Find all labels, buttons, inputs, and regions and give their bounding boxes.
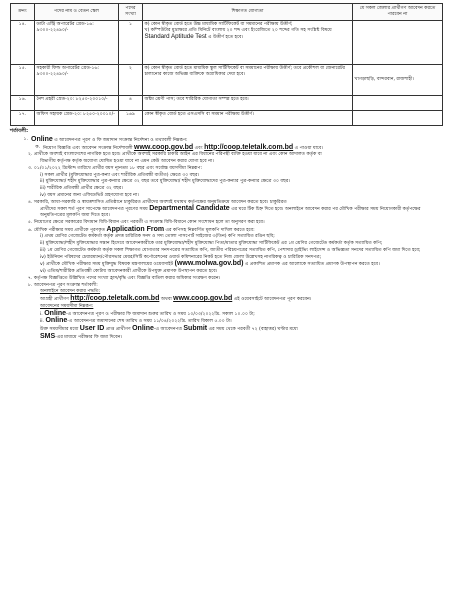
condition-6-iii: iii) ১ম শ্রেণির গেজেটেড কর্মকর্তা কর্তৃক সকল শিক্ষাগত যোগ্যতার সনদপত্রের সত্যায়িত কপি, জাতীয় পরিচয়পত্রের সত্যায়িত কপি, পেশাদার ড্রাইভিং লাইসেন্স ও অভিজ্ঞতা সনদের সত্যায়িত কপি জমা দিতে হবে; (40, 247, 421, 253)
condition-3-ii: ii) মুক্তিযোদ্ধা/ শহীদ মুক্তিযোদ্ধার পুত্র-কন্যার ক্ষেত্রে ৩২ বছর তবে মুক্তিযোদ্ধা/ শহীদ মুক্তিযোদ্ধাদের পুত্র-কন্যার পুত্র-কন্যার ক্ষেত্রে ৩০ বছর। (40, 179, 290, 185)
condition-6-iv: iv) ইউনিয়ন পরিষদের চেয়ারম্যান/পৌরসভার মেয়র/সিটি কর্পোরেশনের ওয়ার্ড কমিশনারের নিকট হতে নিজ জেলা উল্লেখসহ নাগরিকত্ব ও চারিত্রিক সনদপত্র; (40, 254, 322, 260)
condition-6: ৬. মৌখিক পরীক্ষার সময় প্রার্থীকে পূরণকৃত Application From এর কপিসহ নিম্নবর্ণিত মূলকপি দাখিল করতে হবে: (28, 225, 255, 233)
online-label: Online (132, 325, 154, 332)
condition-text: নিয়োগ বিজ্ঞপ্তি এবং আবেদন সংক্রান্ত নির্দেশাবলী (43, 145, 133, 151)
condition-3: ৩. ০১/০১/২০২২ খ্রিস্টাব্দ তারিখে প্রার্থীর বয়স ন্যূনতম ১৮ বছর এবং সর্বোচ্চ বয়সসীমা নিম্নরূপ: (28, 165, 203, 171)
online-label: Online (31, 135, 53, 143)
teletalk-website-link[interactable]: http://coop.teletalk.com.bd (70, 295, 160, 302)
header-qualification: শিক্ষাগত যোগ্যতা (143, 4, 353, 21)
qualification-a: ক) কোন স্বীকৃত বোর্ড হতে উচ্চ মাধ্যমিক সার্টিফিকেট বা সমমানের পরীক্ষায় উত্তীর্ণ; (144, 22, 293, 27)
header-serial: ক্রনং (11, 4, 35, 21)
condition-4-cont: প্রার্থীদের সকল শর্ত পূরণ সাপেক্ষে আবেদনপত্র পূরণের সময় Departmental Candidate এর ঘরে টিক চিহ্ন দিতে হবে। অনলাইনে আবেদন করার পর মৌখিক পরীক্ষার সময় নিয়োগকারী কর্তৃপক্ষের অনুমতিপত্রের মূলকপি জমা দিতে হবে। (40, 205, 421, 218)
qualification-b-end: এ উত্তীর্ণ হতে হবে। (208, 35, 244, 41)
row-post: নৈশ প্রহরী গ্রেড-২০: ৮২৫০-২০০১০/- (35, 96, 119, 111)
condition-3-i: i) সকল প্রার্থীর (মুক্তিযোদ্ধার পুত্র-কন্যা এবং শারীরিক প্রতিবন্ধী ব্যতীত) ক্ষেত্রে ৩০ বছর। (40, 172, 200, 178)
condition-6-ii: ii) মুক্তিযোদ্ধা/শহীদ মুক্তিযোদ্ধার সন্তান হিসেবে আবেদনকারীকে তার মুক্তিযোদ্ধা/শহীদ মুক্তিযোদ্ধা পিতা/মাতার মুক্তিযোদ্ধা সার্টিফিকেট এর ১ম শ্রেণির গেজেটেড কর্মকর্তা কর্তৃক সত্যায়িত কপি; (40, 241, 383, 246)
condition-5: ৫. নিয়োগের ক্ষেত্রে সরকারের বিদ্যমান বিধি-বিধান এবং পরবর্তী এ সংক্রান্ত বিধি-বিধানে কোন সংশোধন হলে তা অনুসরণ করা হবে। (28, 219, 265, 225)
header-post-name: পদের নাম ও বেতন স্কেল (35, 4, 119, 21)
row-qualification: অষ্টম শ্রেণী পাস; তবে শারিরিক যোগ্যতা সম্পন্ন হতে হবে। (143, 96, 353, 111)
condition-1-k (10, 145, 442, 152)
row-qualification (143, 21, 353, 65)
condition-1 (10, 137, 442, 144)
row-districts (353, 96, 443, 111)
condition-6-v: v) প্রার্থীকে মৌখিক পরীক্ষার সময় মুক্তিযুদ্ধ বিষয়ক মন্ত্রণালয়ের ওয়েবসাইট (www.molwa.gov.bd) এ প্রকাশিত প্রমাণক এর আলোকে সত্যায়িত প্রমাণক উপস্থাপন করতে হবে। (40, 260, 380, 268)
condition-2-cont: বিভাগীয় কর্তৃপক্ষ কর্তৃক অযোগ্য ঘোষিত হওয়া যাবে না এমন কেউ আবেদন করার যোগ্য হবে না। (40, 159, 214, 164)
submit-label: Submit (183, 325, 208, 332)
conditions-title: শর্তাবলী: (10, 128, 29, 134)
row-qualification: ক) কোন স্বীকৃত বোর্ড হতে মাধ্যমিক স্কুল সার্টিফিকেট বা সমমানের পরীক্ষায় উত্তীর্ণ; তবে প্রকৌশল বা জেনারেটর চালানোর কাজে অভিজ্ঞ ব্যক্তিকে অগ্রাধিকার দেয়া হবে। (143, 65, 353, 96)
qualification-b-text: খ) কম্পিউটার মুদ্রাক্ষরে প্রতি মিনিটে বাংলায় ২০ শব্দ এবং ইংরেজিতে ২০ শব্দের গতি সহ সংশ্লিষ্ট বিষয়ে (144, 28, 332, 34)
row-post: ডাটা এন্ট্রি অপারেটর গ্রেড-১৬: ৯৩০০-২২৪৯০/- (35, 21, 119, 65)
qualification-b (145, 28, 351, 41)
condition-7: ৭. কর্তৃপক্ষ বিজ্ঞপ্তিতে উল্লিখিত পদের সংখ্যা হ্রাস/বৃদ্ধি এবং বিজ্ঞপ্তি বাতিল করার অধিকার সংরক্ষণ করেন। (28, 275, 221, 281)
posts-table (10, 3, 443, 126)
row-districts (353, 21, 443, 65)
row-districts: খাগড়াছড়ি, বান্দরবান, রাজশাহী। (353, 65, 443, 96)
table-row (11, 111, 443, 126)
condition-8-i: i. Online-এ আবেদনপত্র পূরণ ও পরীক্ষার ফি জমাদান শুরুর তারিখ ও সময় ১০/০৩/২০২২খ্রি. সকাল ১০.০০ টা; (40, 309, 255, 317)
row-count: ১ (119, 21, 143, 65)
table-row (11, 21, 443, 65)
qualification-b-test: Standard Aptitude Test (144, 33, 207, 41)
table-row (11, 65, 443, 96)
row-count: ৪ (119, 96, 143, 111)
row-districts (353, 111, 443, 126)
departmental-candidate-label: Departmental Candidate (149, 205, 230, 213)
online-label: Online (44, 309, 66, 317)
condition-3-iii: iii) শারীরিক প্রতিবন্ধী প্রার্থীর ক্ষেত্রে ৩২ বছর। (40, 186, 123, 191)
coop-website-link[interactable]: www.coop.gov.bd (173, 295, 233, 302)
condition-8-sms: SMS-এর মাধ্যমে পরীক্ষার ফি জমা দিবেন। (40, 332, 123, 340)
application-form-label: Application From (106, 225, 165, 233)
online-label: Online (45, 317, 68, 325)
condition-6-i: i) প্রথম শ্রেণির গেজেটেড কর্মকর্তা কর্তৃক প্রদত্ত চারিত্রিক সনদ ও সদ্য তোলা পাসপোর্ট সাইজের ৩(তিন) কপি সত্যায়িত রঙিন ছবি; (40, 234, 275, 240)
table-row (11, 96, 443, 111)
molwa-website-link[interactable]: (www.molwa.gov.bd) (174, 260, 244, 268)
row-post: অফিস সহায়ক গ্রেড-২০: ৮২৫০-২০০১০/- (35, 111, 119, 126)
row-count: ২ (119, 65, 143, 96)
header-excluded-districts: যে সকল জেলার প্রার্থীগণ আবেদন করতে পারবেন না (353, 4, 443, 21)
condition-8-timeline: আবেদনের সময়সীমা নিম্নরূপ: (40, 303, 94, 309)
coop-website-link[interactable]: www.coop.gov.bd (134, 143, 194, 151)
condition-8: ৮. আবেদনপত্র পূরণ সংক্রান্ত শর্তাবলী: (28, 282, 98, 288)
row-serial: ১৫. (11, 65, 35, 96)
row-serial: ১৭. (11, 111, 35, 126)
row-qualification: কোন স্বীকৃত বোর্ড হতে এসএসসি বা সমমান পরীক্ষায় উত্তীর্ণ। (143, 111, 353, 126)
teletalk-website-link[interactable]: http://coop.teletalk.com.bd (204, 143, 294, 151)
table-header-row (11, 4, 443, 21)
condition-8-method: অনলাইনে আবেদন করার পদ্ধতি: (40, 289, 101, 295)
header-post-count: পদের সংখ্যা (119, 4, 143, 21)
condition-number: ক. (35, 144, 40, 150)
document-page (10, 3, 442, 342)
row-count: ১৬৯ (119, 111, 143, 126)
condition-4: ৪. সরকারি, আধা-সরকারি ও স্বায়ত্তশাসিত প্রতিষ্ঠানে চাকুরিরত প্রার্থীদের অবশ্যই যথাযথ কর্তৃপক্ষের অনুমতিক্রমে আবেদন করতে হবে। চাকুরিরত (28, 199, 287, 205)
condition-8-website: আগ্রহী প্রার্থীগণ http://coop.teletalk.com.bd অথবা www.coop.gov.bd এই ওয়েবসাইটে আবেদনপত্র পূরণ করবেন। (40, 295, 312, 302)
conditions-section (10, 129, 442, 341)
row-post: সহকারী ফিল্ড অপারেটর গ্রেড-১৬: ৯৩০০-২২৪৯০/- (35, 65, 119, 96)
condition-text: এ পাওয়া যাবে। (294, 145, 323, 151)
sms-label: SMS (40, 332, 56, 340)
condition-8-fee: উক্ত সময়সীমার মধ্যে User ID প্রাপ্ত প্রার্থীগণ Online-এ আবেদনপত্র Submit এর সময় থেকে পরবর্তী ৭২ (বাহাত্তর) ঘণ্টার মধ্যে (40, 325, 298, 332)
condition-number: ১. (23, 136, 28, 142)
condition-6-vi: vi) এতিম/শারীরিক প্রতিবন্ধী কোটায় আবেদনকারী প্রার্থীকে উপযুক্ত প্রমাণক উপস্থাপন করতে হবে। (40, 269, 218, 274)
row-serial: ১৬. (11, 96, 35, 111)
user-id-label: User ID (79, 325, 105, 332)
condition-text: এ আবেদনপত্র পূরণ ও ফি জমাদান সংক্রান্ত নির্দেশনা ও তথ্যাবলী নিম্নরূপ: (54, 137, 188, 143)
condition-8-ii: ii. Online-এ আবেদনপত্র জমাদানের শেষ তারিখ ও সময় ১১/০৪/২০২২খ্রি. তারিখ বিকাল ৫.০০ টা। (40, 317, 232, 325)
condition-3-iv: iv) বয়স প্রমানের জন্য এফিডেভিট গ্রহণযোগ্য হবে না। (40, 192, 139, 198)
condition-2: ২. প্রার্থীকে অবশ্যই বাংলাদেশের নাগরিক হতে হবে। প্রার্থীকে অবশ্যই সরকারি চাকরি আইন এর বিধানের পরিপন্থী ব্যক্তি হওয়া যাবে না এবং কোন আদালত কর্তৃক বা (28, 152, 322, 158)
row-serial: ১৪. (11, 21, 35, 65)
condition-text: এবং (194, 145, 203, 151)
